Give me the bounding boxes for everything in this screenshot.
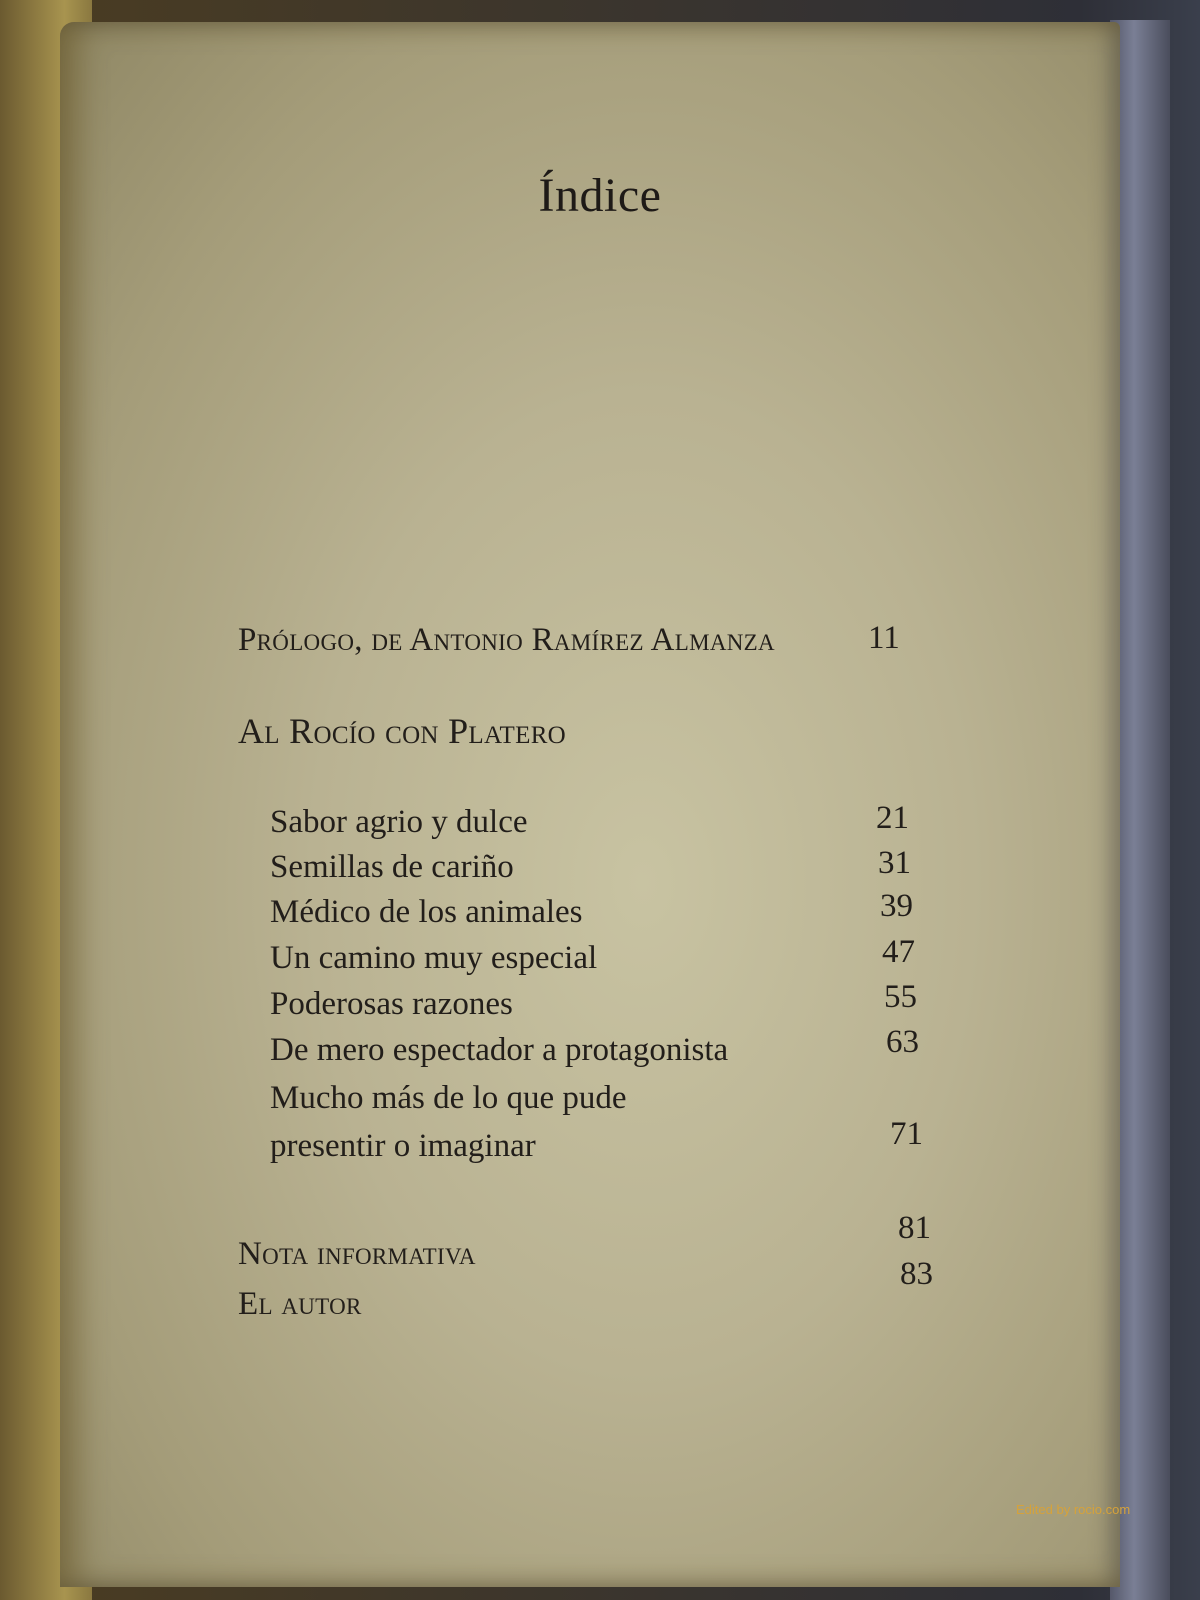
toc-entry: Sabor agrio y dulce: [270, 804, 528, 840]
watermark: Edited by rocio.com: [1016, 1502, 1131, 1517]
toc-entry: Un camino muy especial: [270, 940, 598, 976]
toc-page-number: 63: [886, 1024, 919, 1060]
toc-entry-autor: El autor: [238, 1286, 362, 1322]
toc-entry-nota: Nota informativa: [238, 1236, 476, 1272]
toc-page-prologue: 11: [868, 620, 900, 656]
toc-entry-line-1: Mucho más de lo que pude: [270, 1080, 627, 1116]
toc-entry: Semillas de cariño: [270, 849, 514, 885]
toc-page-number: 71: [890, 1116, 923, 1152]
toc-entry: Médico de los animales: [270, 894, 583, 930]
page-title: Índice: [538, 169, 662, 222]
toc-page-number: 21: [876, 800, 909, 836]
section-heading: Al Rocío con Platero: [238, 711, 567, 751]
toc-page-number: 31: [878, 845, 911, 881]
toc-page-number: 81: [898, 1210, 931, 1246]
toc-page-number: 83: [900, 1256, 933, 1292]
toc-page-number: 47: [882, 934, 915, 970]
toc-page-number: 55: [884, 979, 917, 1015]
toc-entry: Poderosas razones: [270, 986, 513, 1022]
book-page: [60, 22, 1120, 1587]
toc-entry-line-2: presentir o imaginar: [270, 1128, 536, 1164]
toc-page-number: 39: [880, 888, 913, 924]
toc-entry-prologue: Prólogo, de Antonio Ramírez Almanza: [238, 622, 775, 658]
toc-entry: De mero espectador a protagonista: [270, 1032, 729, 1068]
